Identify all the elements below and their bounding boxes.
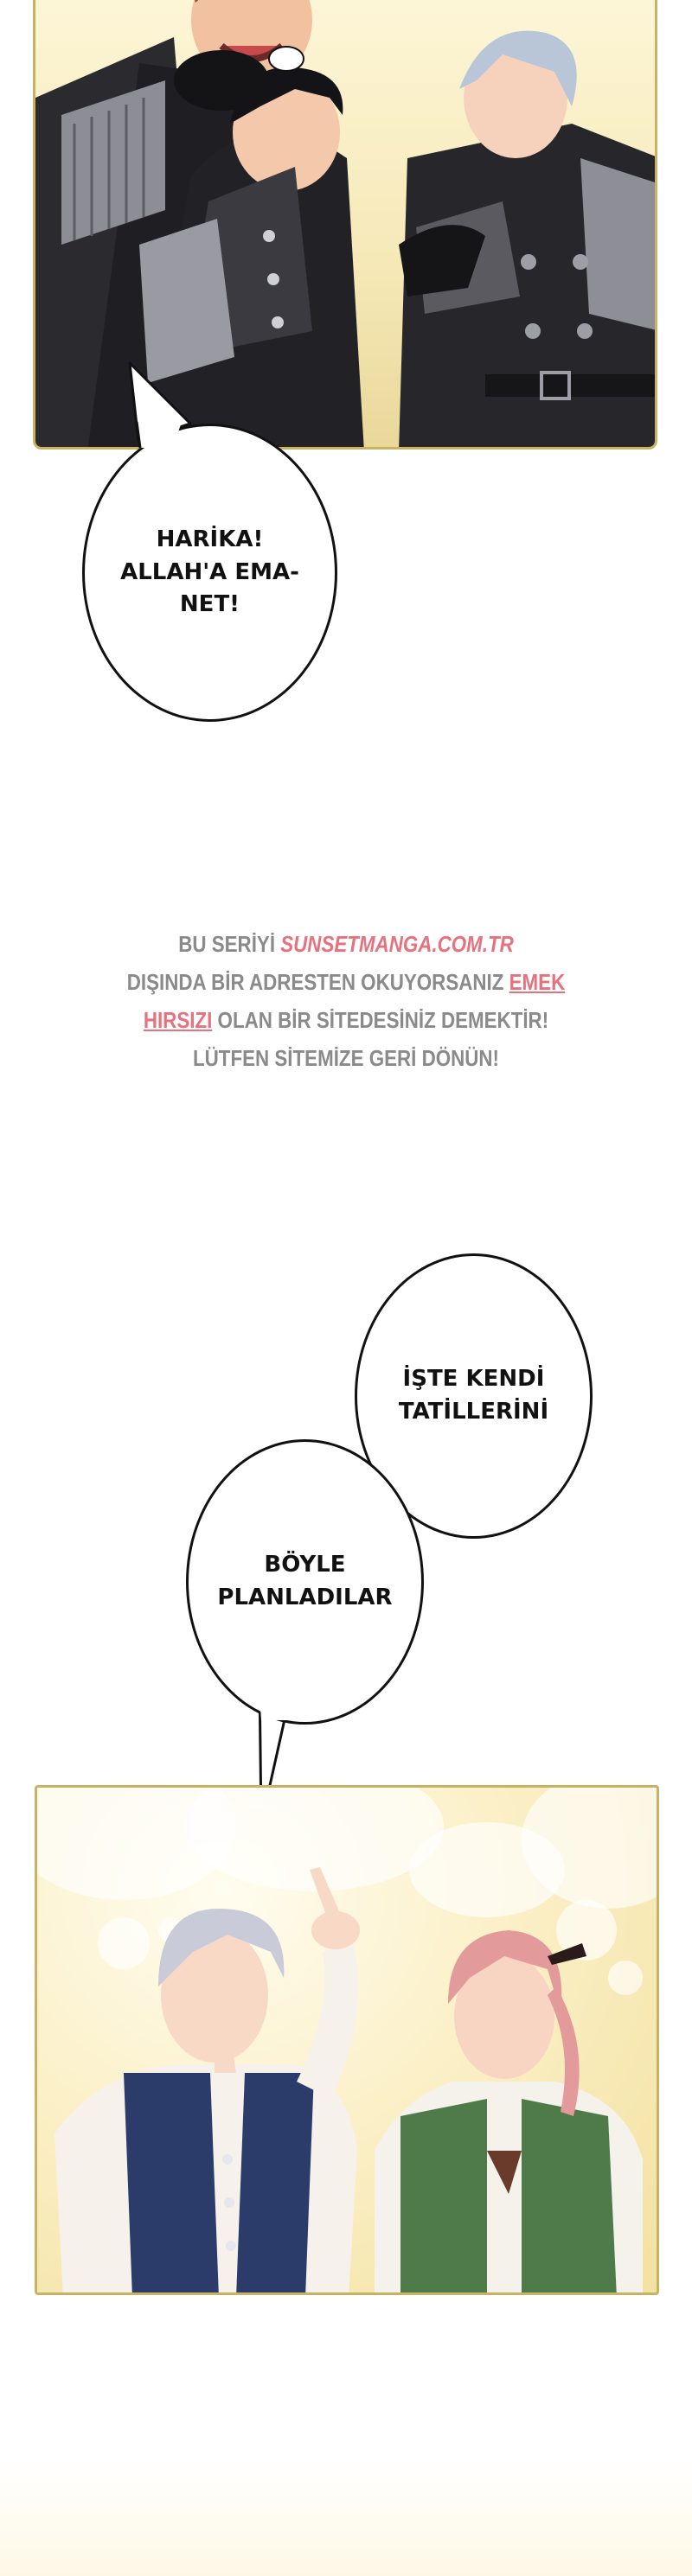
two-men-illustration bbox=[37, 1788, 659, 2295]
notice-line-1 bbox=[48, 925, 644, 963]
notice-text: BU SERİYİ bbox=[178, 931, 281, 957]
notice-line-4 bbox=[48, 1039, 644, 1077]
speech-bubble-planladilar bbox=[186, 1439, 424, 1725]
notice-line-3 bbox=[48, 1001, 644, 1039]
notice-line-2 bbox=[48, 963, 644, 1001]
site-link[interactable]: SUNSETMANGA.COM.TR bbox=[280, 931, 514, 957]
speech-bubble-harika bbox=[82, 424, 337, 722]
notice-text: LÜTFEN SİTEMİZE GERİ DÖNÜN! bbox=[192, 1045, 500, 1071]
scanlation-notice bbox=[48, 925, 644, 1077]
bubble-3-tail-join bbox=[255, 1694, 307, 1729]
speech-bubble-text: BÖYLE PLANLADILAR bbox=[217, 1552, 393, 1610]
notice-text: DIŞINDA BİR ADRESTEN OKUYORSANIZ bbox=[126, 969, 509, 995]
emphasis-text: HIRSIZI bbox=[143, 1007, 213, 1033]
bubble-1-tail-join bbox=[130, 422, 199, 456]
bottom-fade bbox=[0, 2455, 692, 2576]
notice-text: OLAN BİR SİTEDESİNİZ DEMEKTİR! bbox=[212, 1007, 549, 1033]
speech-bubble-text: İŞTE KENDİ TATİLLERİNİ bbox=[398, 1366, 549, 1425]
emphasis-text: EMEK bbox=[509, 969, 566, 995]
speech-bubble-text: HARİKA! ALLAH'A EMA- NET! bbox=[120, 526, 299, 618]
bottom-comic-panel bbox=[35, 1785, 659, 2295]
